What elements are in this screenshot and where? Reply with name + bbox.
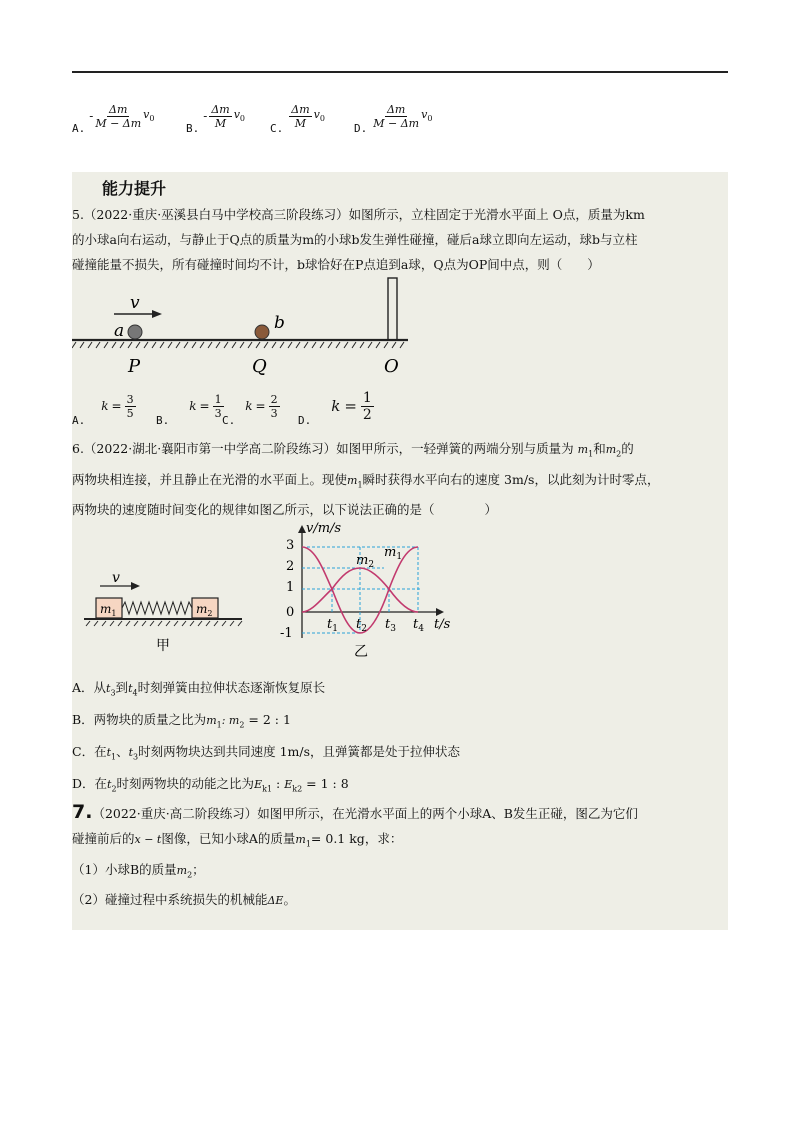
fraction: $\frac{\Delta m}{M - \Delta m}$ bbox=[95, 102, 142, 130]
question-6-option-d[interactable]: D．在$t_2$时刻两物块的动能之比为$E_{k1}$ : $E_{k2} = 1$ : 8 bbox=[72, 776, 349, 794]
ability-section bbox=[72, 172, 728, 930]
option-b[interactable]: B. k = $\frac{1}{3}$ bbox=[156, 392, 222, 427]
point-p-label: P bbox=[128, 356, 141, 377]
velocity-label: v bbox=[130, 293, 140, 313]
svg-text:t2: $t_2$ bbox=[356, 617, 367, 634]
fraction: $\frac{\Delta m}{M}$ bbox=[211, 102, 230, 130]
question-5-figure bbox=[72, 272, 412, 380]
svg-text:m2: $m_2$ bbox=[356, 553, 375, 570]
svg-text:v/m/s: v/m/s bbox=[306, 521, 342, 536]
svg-text:-1: -1 bbox=[280, 626, 293, 641]
option-c[interactable]: C. k = $\frac{2}{3}$ bbox=[222, 392, 278, 427]
point-q-label: Q bbox=[252, 356, 267, 377]
svg-text:t1: $t_1$ bbox=[327, 617, 338, 634]
fraction: $\frac{\Delta m}{M - \Delta m}$ bbox=[373, 102, 420, 130]
question-6-figure-jia bbox=[82, 572, 252, 662]
question-6-figure-yi bbox=[272, 520, 462, 662]
question-7-stem: 7.（2022·重庆·高二阶段练习）如图甲所示，在光滑水平面上的两个小球A、B发生正碰，图乙为它们 碰撞前后的x − t图像，已知小球A的质量$m_1= 0.1$ kg，求： （1）小球B的质量$m_2$； （2）碰撞过程中系统损失的机械能ΔE。 bbox=[72, 801, 638, 907]
svg-text:t3: $t_3$ bbox=[385, 617, 396, 634]
svg-text:m1: $m_1$ bbox=[384, 545, 403, 562]
svg-text:3: 3 bbox=[286, 538, 295, 553]
question-5-options bbox=[72, 384, 472, 428]
svg-text:2: 2 bbox=[286, 559, 295, 574]
option-a[interactable]: A. k = $\frac{3}{5}$ bbox=[72, 392, 134, 427]
option-b: B. - $\frac{\Delta m}{M}$ $v_0$ bbox=[186, 102, 245, 135]
option-a: A. - $\frac{\Delta m}{M - \Delta m}$ $v_0$ bbox=[72, 102, 155, 135]
option-d[interactable]: D. k = $\frac{1}{2}$ bbox=[298, 389, 372, 427]
svg-text:m1: $m_1$ bbox=[100, 602, 117, 618]
svg-text:0: 0 bbox=[286, 605, 295, 620]
option-d: D. $\frac{\Delta m}{M - \Delta m}$ $v_0$ bbox=[354, 102, 433, 135]
ball-a-label: a bbox=[114, 321, 125, 341]
ball-b-label: b bbox=[274, 313, 285, 333]
question-6-option-c[interactable]: C．在$t_1$、$t_3$时刻两物块达到共同速度 1m/s，且弹簧都是处于拉伸状态 bbox=[72, 744, 461, 762]
question-5-stem: 5.（2022·重庆·巫溪县白马中学校高三阶段练习）如图所示，立柱固定于光滑水平面上 O点，质量为km 的小球a向右运动，与静止于Q点的质量为m的小球b发生弹性碰撞，碰后a球立即向左运动，球b与立柱 碰撞能量不损失，所有碰撞时间均不计，b球恰好在P点追到a球，Q点为OP间中点，则（ ） bbox=[72, 207, 645, 272]
svg-text:t/s: t/s bbox=[434, 617, 451, 632]
point-o-label: O bbox=[384, 356, 399, 377]
svg-text:m2: $m_2$ bbox=[196, 602, 213, 618]
option-c: C. $\frac{\Delta m}{M}$ $v_0$ bbox=[270, 102, 325, 135]
figure-caption-yi: 乙 bbox=[354, 644, 368, 660]
svg-text:v: v bbox=[112, 572, 120, 586]
fraction: $\frac{\Delta m}{M}$ bbox=[291, 102, 310, 130]
previous-question-options bbox=[72, 96, 728, 136]
question-6-option-b[interactable]: B．两物块的质量之比为$m_1$: $m_2 = 2$ : 1 bbox=[72, 712, 291, 730]
top-rule bbox=[72, 71, 728, 73]
svg-text:1: 1 bbox=[286, 580, 295, 595]
figure-caption-jia: 甲 bbox=[156, 638, 170, 654]
section-title: 能力提升 bbox=[102, 179, 167, 198]
question-6-option-a[interactable]: A．从$t_3$到$t_4$时刻弹簧由拉伸状态逐渐恢复原长 bbox=[72, 680, 326, 698]
svg-text:t4: $t_4$ bbox=[413, 617, 424, 634]
question-6-stem: 6.（2022·湖北·襄阳市第一中学高二阶段练习）如图甲所示，一轻弹簧的两端分别与质量为 $m_1$和$m_2$的 两物块相连接，并且静止在光滑的水平面上。现使$m_1$瞬时获得水平向右的速度 3m/s，以此刻为计时零点， 两物块的速度随时间变化的规律如图乙所示，以下说法正确的是（ ） bbox=[72, 441, 660, 517]
